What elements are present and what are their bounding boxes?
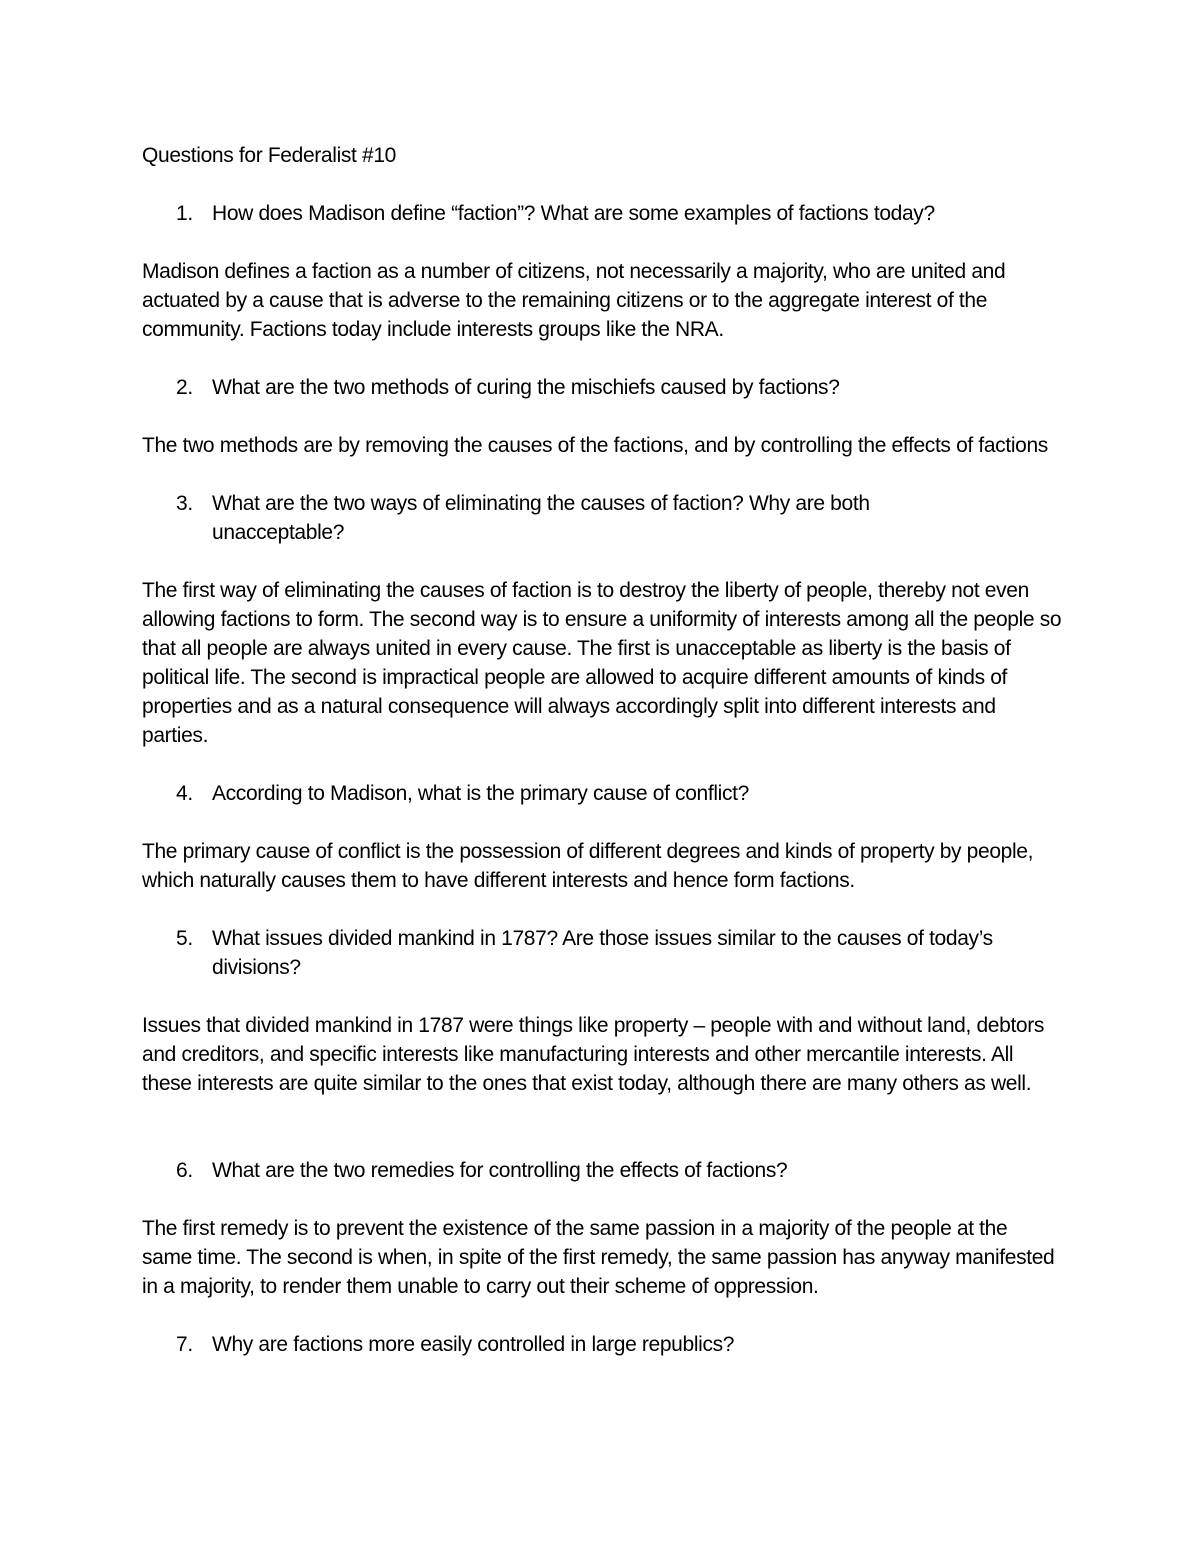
question-text: What are the two ways of eliminating the causes of faction? Why are both unacceptable? — [212, 492, 870, 544]
question-number: 6. — [176, 1159, 193, 1182]
question-3 — [142, 489, 1062, 547]
question-text: What are the two remedies for controlling the effects of factions? — [212, 1159, 788, 1182]
question-number: 5. — [176, 927, 193, 950]
question-number: 3. — [176, 492, 193, 515]
question-text: How does Madison define “faction”? What are some examples of factions today? — [212, 202, 935, 225]
answer-5: Issues that divided mankind in 1787 were things like property – people with and without land, debtors and creditors, and specific interests like manufacturing interests and other mercantile interests. All these interests are quite similar to the ones that exist today, although there are many others as well. — [142, 1014, 1045, 1095]
document-body — [142, 141, 1062, 1388]
question-number: 7. — [176, 1333, 193, 1356]
question-1 — [142, 199, 1062, 228]
question-2 — [142, 373, 1062, 402]
answer-4: The primary cause of conflict is the possession of different degrees and kinds of property by people, which naturally causes them to have different interests and hence form factions. — [142, 840, 1034, 892]
answer-1: Madison defines a faction as a number of citizens, not necessarily a majority, who are united and actuated by a cause that is adverse to the remaining citizens or to the aggregate interest of the community. Factions today include interests groups like the NRA. — [142, 260, 1006, 341]
question-text: According to Madison, what is the primary cause of conflict? — [212, 782, 749, 805]
question-7 — [142, 1330, 1062, 1359]
question-text: What are the two methods of curing the mischiefs caused by factions? — [212, 376, 840, 399]
answer-2: The two methods are by removing the causes of the factions, and by controlling the effects of factions — [142, 434, 1048, 457]
question-text: Why are factions more easily controlled in large republics? — [212, 1333, 735, 1356]
answer-3: The first way of eliminating the causes of faction is to destroy the liberty of people, thereby not even allowing factions to form. The second way is to ensure a uniformity of interests among all the people so that all people are always united in every cause. The first is unacceptable as liberty is the basis of political life. The second is impractical people are allowed to acquire different amounts of kinds of properties and as a natural consequence will always accordingly split into different interests and parties. — [142, 579, 1062, 747]
question-5 — [142, 924, 1062, 982]
question-number: 1. — [176, 202, 193, 225]
question-number: 4. — [176, 782, 193, 805]
document-title: Questions for Federalist #10 — [142, 144, 397, 167]
answer-6: The first remedy is to prevent the existence of the same passion in a majority of the people at the same time. The second is when, in spite of the first remedy, the same passion has anyway manifested in a majority, to render them unable to carry out their scheme of oppression. — [142, 1217, 1055, 1298]
question-4 — [142, 779, 1062, 808]
question-number: 2. — [176, 376, 193, 399]
question-6 — [142, 1156, 1062, 1185]
question-text: What issues divided mankind in 1787? Are those issues similar to the causes of today’s divisions? — [212, 927, 993, 979]
